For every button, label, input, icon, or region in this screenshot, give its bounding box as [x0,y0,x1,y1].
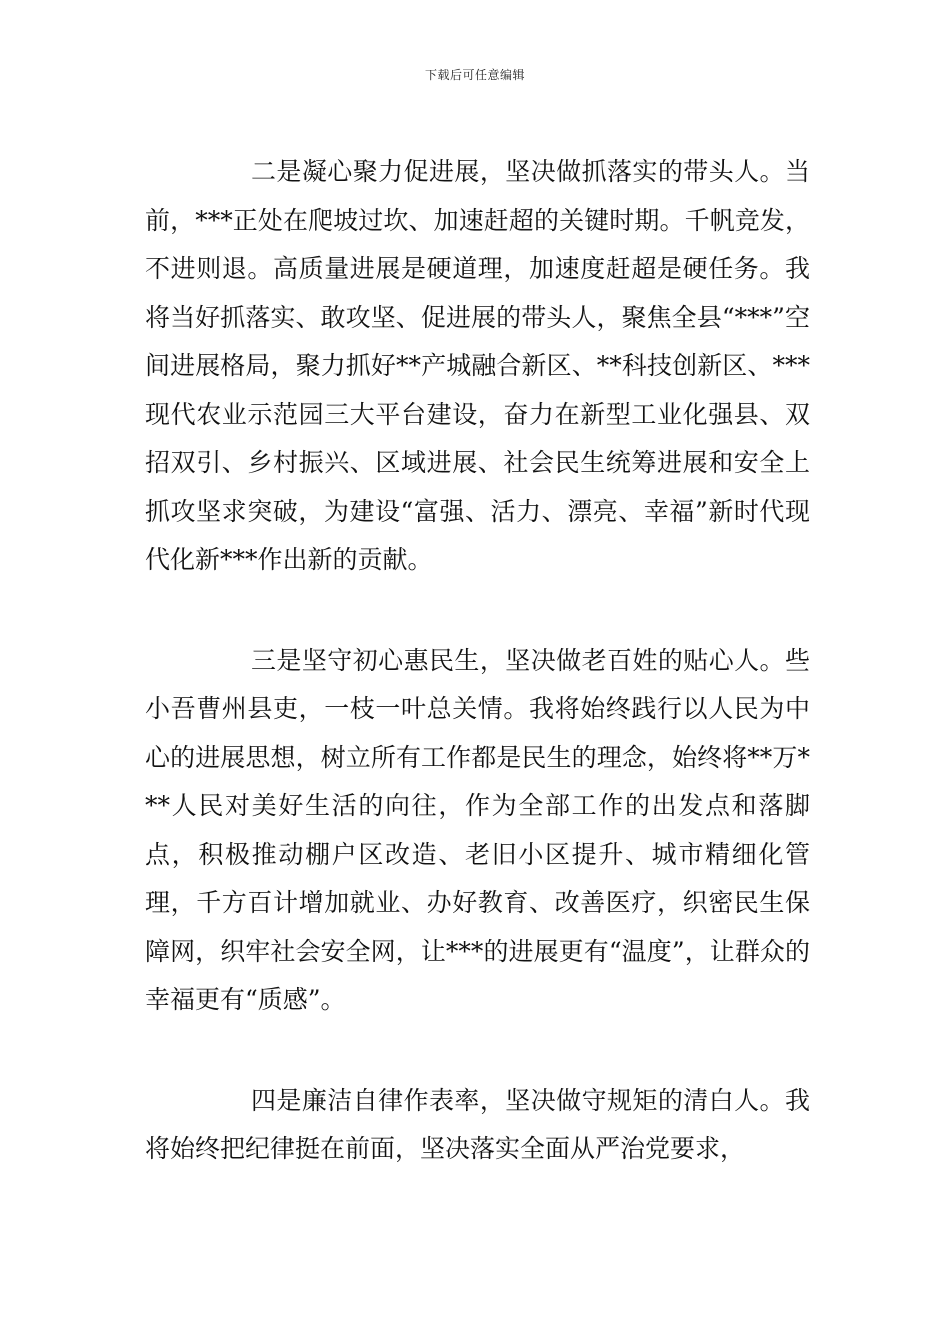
page-header: 下载后可任意编辑 [424,68,525,82]
paragraph-3: 三是坚守初心惠民生，坚决做老百姓的贴心人。些小吾曹州县吏，一枝一叶总关情。我将始终践行以人民为中心的进展思想，树立所有工作都是民生的理念，始终将**万***人民对美好生活的向往，作为全部工作的出发点和落脚点，积极推动棚户区改造、老旧小区提升、城市精细化管理，千方百计增加就业、办好教育、改善医疗，织密民生保障网，织牢社会安全网，让***的进展更有“温度”，让群众的幸福更有“质感”。 [145,645,810,1014]
paragraph-4: 四是廉洁自律作表率，坚决做守规矩的清白人。我将始终把纪律挺在前面，坚决落实全面从严治党要求， [145,1085,810,1163]
paragraph-2: 二是凝心聚力促进展，坚决做抓落实的带头人。当前，***正处在爬坡过坎、加速赶超的关键时期。千帆竞发，不进则退。高质量进展是硬道理，加速度赶超是硬任务。我将当好抓落实、敢攻坚、促进展的带头人，聚焦全县“***”空间进展格局，聚力抓好**产城融合新区、**科技创新区、***现代农业示范园三大平台建设，奋力在新型工业化强县、双招双引、乡村振兴、区域进展、社会民生统筹进展和安全上抓攻坚求突破，为建设“富强、活力、漂亮、幸福”新时代现代化新***作出新的贡献。 [145,157,810,574]
document-body [145,148,810,1226]
